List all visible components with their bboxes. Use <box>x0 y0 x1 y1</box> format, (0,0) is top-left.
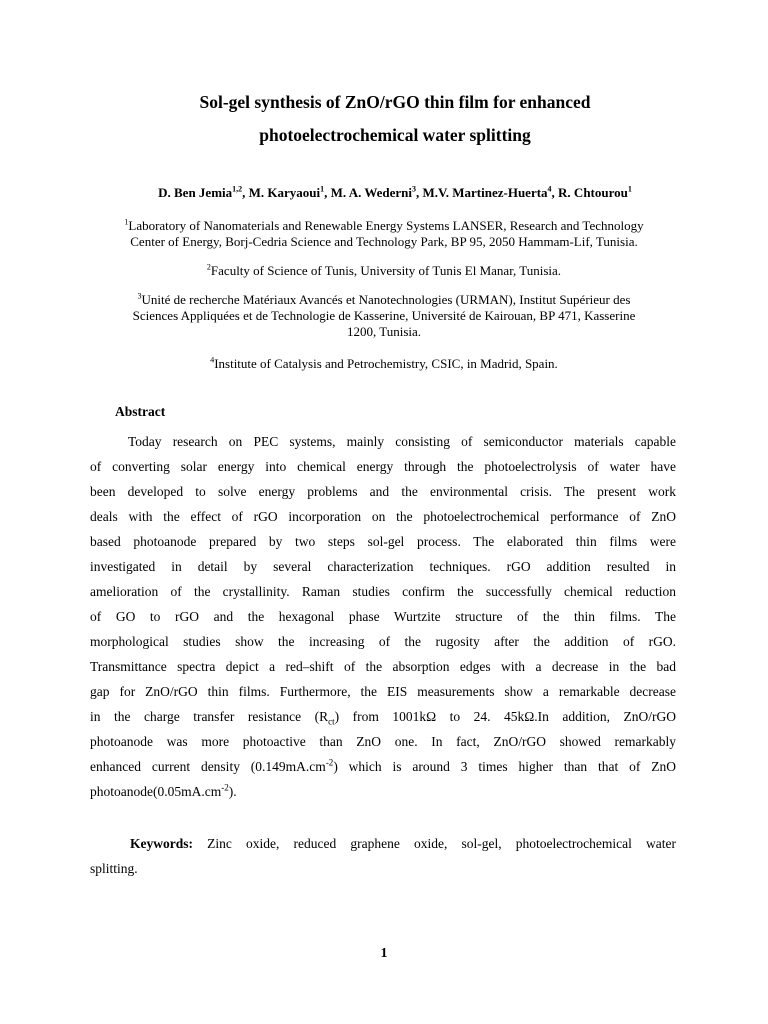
abstract-line: of converting solar energy into chemical energy through the photoelectrolysis of water have <box>90 459 676 474</box>
abstract-text: in the charge transfer resistance (R <box>90 709 329 724</box>
author-affil-sup: 1,2 <box>232 184 243 194</box>
affiliation-2 <box>90 263 678 279</box>
paper-title <box>110 86 680 152</box>
abstract-line: been developed to solve energy problems and the environmental crisis. The present work <box>90 484 676 499</box>
affiliation-line <box>90 292 678 308</box>
author-name: M. Karyaoui <box>248 185 321 200</box>
author-affil-sup: 1 <box>627 184 632 194</box>
abstract-line <box>90 779 676 804</box>
affiliation-line <box>90 263 678 279</box>
author-separator: , <box>242 185 249 200</box>
affiliation-line: 1200, Tunisia. <box>346 324 422 339</box>
affiliation-line <box>90 218 678 234</box>
author-name: M. A. Wederni <box>330 185 413 200</box>
title-line-2: photoelectrochemical water splitting <box>259 125 531 145</box>
abstract-line: based photoanode prepared by two steps sol-gel process. The elaborated thin films were <box>90 534 676 549</box>
author-name: R. Chtourou <box>558 185 628 200</box>
abstract-subscript: ct <box>328 716 335 727</box>
affiliation-text: Laboratory of Nanomaterials and Renewable Energy Systems LANSER, Research and Technology <box>128 218 644 233</box>
affiliation-number: 4 <box>210 355 215 365</box>
keywords-line <box>90 831 676 856</box>
author-name: M.V. Martinez-Huerta <box>422 185 548 200</box>
abstract-line: of GO to rGO and the hexagonal phase Wurtzite structure of the thin films. The <box>90 609 676 624</box>
abstract-line: gap for ZnO/rGO thin films. Furthermore, the EIS measurements show a remarkable decrease <box>90 684 676 699</box>
affiliation-number: 1 <box>124 217 129 227</box>
author-list <box>60 184 730 202</box>
affiliation-number: 2 <box>206 262 211 272</box>
abstract-text: ). <box>228 784 237 799</box>
affiliation-4 <box>90 356 678 372</box>
author-affil-sup: 4 <box>547 184 552 194</box>
abstract-text: photoanode(0.05mA.cm <box>90 784 222 799</box>
abstract-superscript: -2 <box>221 782 229 793</box>
affiliation-line: Center of Energy, Borj-Cedria Science and Technology Park, BP 95, 2050 Hammam-Lif, Tunisia. <box>130 234 638 249</box>
affiliation-3 <box>90 292 678 340</box>
abstract-line: Today research on PEC systems, mainly consisting of semiconductor materials capable <box>128 434 676 449</box>
keywords-label: Keywords: <box>130 836 193 851</box>
author-affil-sup: 1 <box>320 184 325 194</box>
affiliation-line: Sciences Appliquées et de Technologie de Kasserine, Université de Kairouan, BP 471, Kasserine <box>132 308 636 323</box>
abstract-heading: Abstract <box>115 404 166 419</box>
title-line-1: Sol-gel synthesis of ZnO/rGO thin film for enhanced <box>199 92 591 112</box>
abstract-line: investigated in detail by several characterization techniques. rGO addition resulted in <box>90 559 676 574</box>
author-separator: , <box>416 185 423 200</box>
author-separator: , <box>324 185 331 200</box>
abstract-text: enhanced current density (0.149mA.cm <box>90 759 326 774</box>
keywords-line: splitting. <box>90 861 138 876</box>
abstract-text: ) from 1001kΩ to 24. 45kΩ.In addition, ZnO/rGO <box>334 709 676 724</box>
abstract-superscript: -2 <box>325 757 334 768</box>
abstract-line: morphological studies show the increasing of the rugosity after the addition of rGO. <box>90 634 676 649</box>
affiliation-line <box>90 356 678 372</box>
abstract-text: ) which is around 3 times higher than that of ZnO <box>333 759 676 774</box>
abstract-line: amelioration of the crystallinity. Raman studies confirm the successfully chemical reduction <box>90 584 676 599</box>
abstract-line: photoanode was more photoactive than ZnO one. In fact, ZnO/rGO showed remarkably <box>90 734 676 749</box>
author-separator: , <box>551 185 559 200</box>
affiliation-1 <box>90 218 678 250</box>
abstract-line <box>90 704 676 729</box>
abstract-line <box>90 754 676 779</box>
keywords-block <box>90 831 676 881</box>
abstract-line: deals with the effect of rGO incorporation on the photoelectrochemical performance of ZnO <box>90 509 676 524</box>
author-affil-sup: 3 <box>412 184 417 194</box>
affiliation-text: Institute of Catalysis and Petrochemistry, CSIC, in Madrid, Spain. <box>214 356 558 371</box>
abstract-line: Transmittance spectra depict a red–shift of the absorption edges with a decrease in the bad <box>90 659 676 674</box>
author-name: D. Ben Jemia <box>158 185 233 200</box>
keywords-text: Zinc oxide, reduced graphene oxide, sol-gel, photoelectrochemical water <box>207 836 677 851</box>
abstract-body <box>90 429 676 804</box>
affiliation-number: 3 <box>137 291 142 301</box>
page-number: 1 <box>380 946 388 961</box>
affiliation-text: Faculty of Science of Tunis, University of Tunis El Manar, Tunisia. <box>210 263 562 278</box>
affiliation-text: Unité de recherche Matériaux Avancés et Nanotechnologies (URMAN), Institut Supérieur des <box>141 292 631 307</box>
